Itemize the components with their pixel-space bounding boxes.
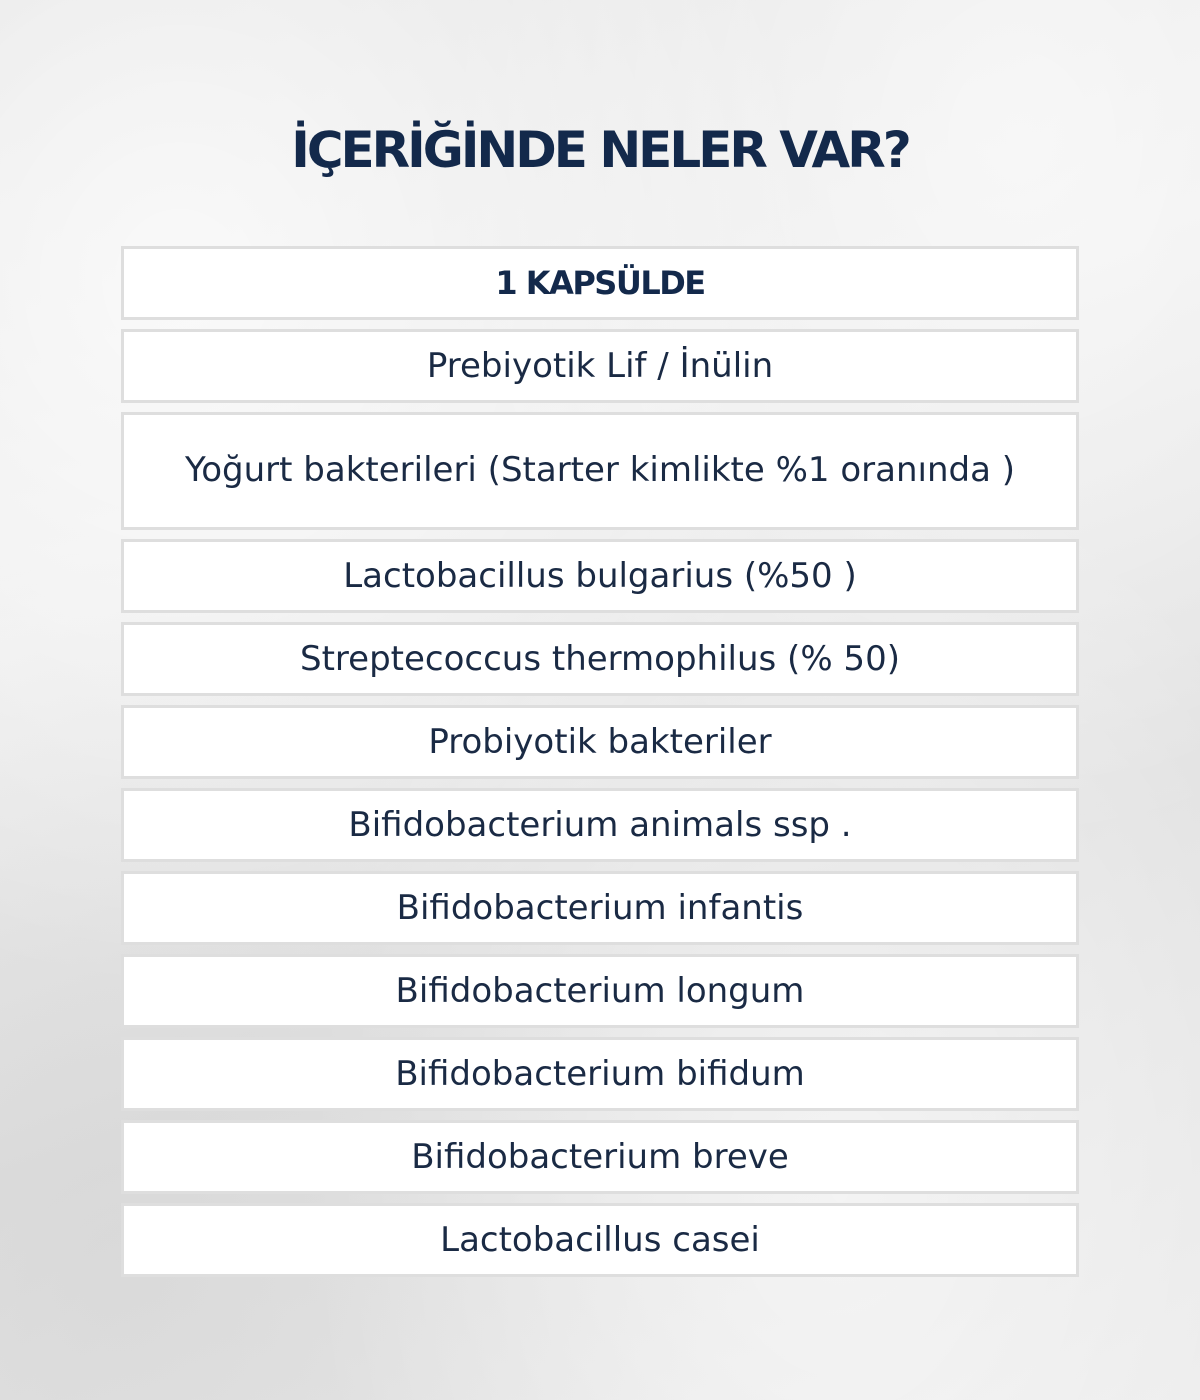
table-row: Lactobacillus casei	[121, 1203, 1079, 1277]
ingredients-table	[121, 246, 1079, 1286]
table-header: 1 KAPSÜLDE	[121, 246, 1079, 320]
table-row: Prebiyotik Lif / İnülin	[121, 329, 1079, 403]
table-row: Probiyotik bakteriler	[121, 705, 1079, 779]
table-row: Bifidobacterium breve	[121, 1120, 1079, 1194]
table-row: Lactobacillus bulgarius (%50 )	[121, 539, 1079, 613]
table-row: Streptecoccus thermophilus (% 50)	[121, 622, 1079, 696]
table-row: Bifidobacterium bifidum	[121, 1037, 1079, 1111]
table-row: Bifidobacterium infantis	[121, 871, 1079, 945]
table-row: Bifidobacterium animals ssp .	[121, 788, 1079, 862]
page-title: İÇERİĞİNDE NELER VAR?	[291, 121, 909, 179]
table-row: Bifidobacterium longum	[121, 954, 1079, 1028]
table-row: Yoğurt bakterileri (Starter kimlikte %1 oranında )	[121, 412, 1079, 530]
